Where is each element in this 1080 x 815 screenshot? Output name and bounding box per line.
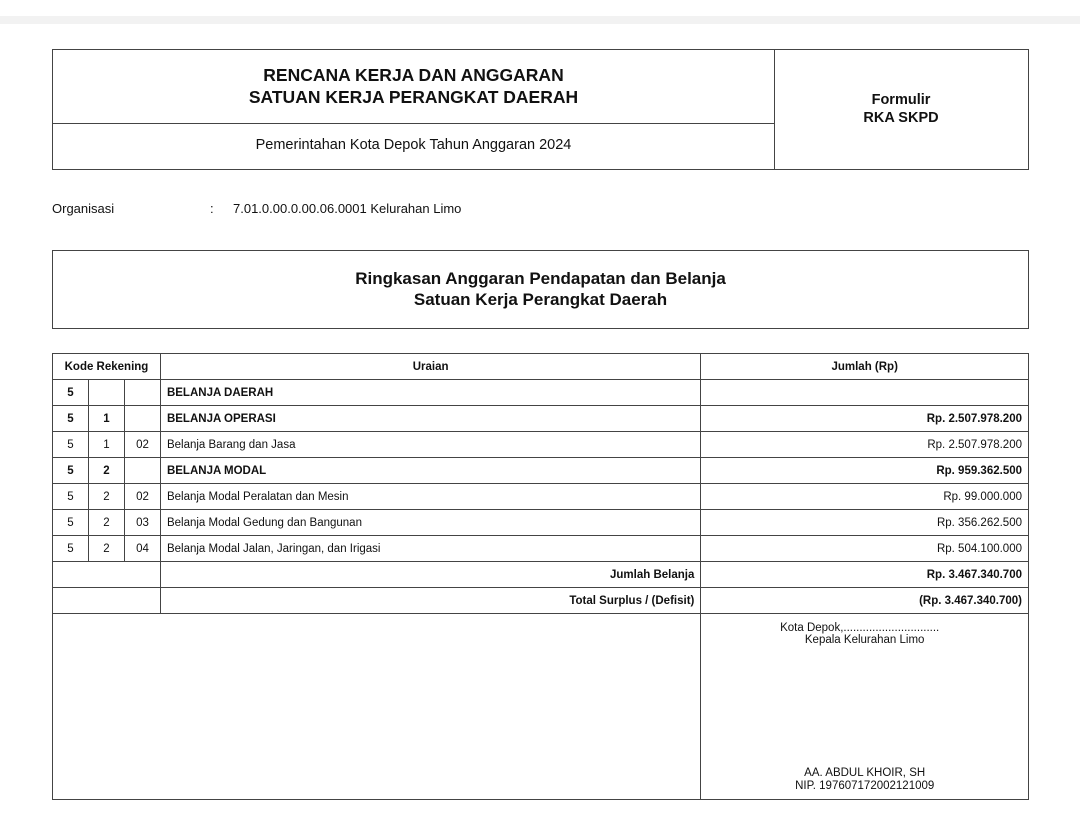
kode-3: [124, 458, 160, 484]
kode-2: 1: [88, 406, 124, 432]
title-line-2: SATUAN KERJA PERANGKAT DAERAH: [248, 87, 579, 107]
budget-table: [52, 353, 1029, 800]
form-label: [774, 91, 1028, 127]
table-row: [53, 380, 1029, 406]
summary-line-2: Satuan Kerja Perangkat Daerah: [413, 290, 668, 309]
form-line-1: Formulir: [871, 92, 931, 108]
table-row: [53, 432, 1029, 458]
surplus-value: (Rp. 3.467.340.700): [701, 588, 1029, 614]
total-row: [53, 562, 1029, 588]
divider: [53, 123, 774, 124]
header-kode: Kode Rekening: [53, 354, 161, 380]
surplus-label: Total Surplus / (Defisit): [160, 588, 700, 614]
total-value: Rp. 3.467.340.700: [701, 562, 1029, 588]
kode-2: 1: [88, 432, 124, 458]
document-subtitle: Pemerintahan Kota Depok Tahun Anggaran 2024: [255, 137, 572, 153]
jumlah-cell: Rp. 99.000.000: [701, 484, 1029, 510]
kode-2: [88, 380, 124, 406]
kode-3: 04: [124, 536, 160, 562]
jumlah-cell: Rp. 959.362.500: [701, 458, 1029, 484]
viewer-top-bar: [0, 16, 1080, 24]
uraian-cell: BELANJA DAERAH: [160, 380, 700, 406]
signature-nip: NIP. 197607172002121009: [795, 780, 935, 792]
table-row: [53, 536, 1029, 562]
table-row: [53, 484, 1029, 510]
kode-2: 2: [88, 536, 124, 562]
org-value: 7.01.0.00.0.00.06.0001 Kelurahan Limo: [233, 201, 462, 216]
empty-cell: [53, 614, 701, 800]
table-row: [53, 406, 1029, 432]
signature-place: Kota Depok,..............................: [780, 622, 940, 634]
jumlah-cell: Rp. 2.507.978.200: [701, 432, 1029, 458]
kode-3: 02: [124, 432, 160, 458]
table-row: [53, 510, 1029, 536]
table-header-row: [53, 354, 1029, 380]
kode-1: 5: [53, 406, 89, 432]
kode-2: 2: [88, 458, 124, 484]
uraian-cell: BELANJA OPERASI: [160, 406, 700, 432]
kode-2: 2: [88, 510, 124, 536]
uraian-cell: Belanja Modal Jalan, Jaringan, dan Irigasi: [160, 536, 700, 562]
signature-block: [701, 614, 1029, 800]
kode-3: [124, 380, 160, 406]
kode-1: 5: [53, 458, 89, 484]
empty-cell: [53, 562, 161, 588]
uraian-cell: Belanja Modal Gedung dan Bangunan: [160, 510, 700, 536]
kode-1: 5: [53, 484, 89, 510]
summary-line-1: Ringkasan Anggaran Pendapatan dan Belanja: [355, 269, 726, 288]
kode-1: 5: [53, 380, 89, 406]
surplus-row: [53, 588, 1029, 614]
document-header: [52, 49, 1029, 170]
uraian-cell: BELANJA MODAL: [160, 458, 700, 484]
signature-name: AA. ABDUL KHOIR, SH: [804, 767, 926, 779]
total-label: Jumlah Belanja: [160, 562, 700, 588]
table-row: [53, 458, 1029, 484]
header-uraian: Uraian: [160, 354, 700, 380]
summary-title: [52, 250, 1029, 329]
signature-position: Kepala Kelurahan Limo: [804, 634, 925, 646]
empty-cell: [53, 588, 161, 614]
jumlah-cell: Rp. 504.100.000: [701, 536, 1029, 562]
jumlah-cell: Rp. 2.507.978.200: [701, 406, 1029, 432]
title-line-1: RENCANA KERJA DAN ANGGARAN: [263, 65, 564, 85]
signature-row: [53, 614, 1029, 800]
uraian-cell: Belanja Modal Peralatan dan Mesin: [160, 484, 700, 510]
kode-1: 5: [53, 432, 89, 458]
jumlah-cell: Rp. 356.262.500: [701, 510, 1029, 536]
kode-3: 02: [124, 484, 160, 510]
kode-3: [124, 406, 160, 432]
jumlah-cell: [701, 380, 1029, 406]
document-title: [53, 64, 774, 108]
kode-3: 03: [124, 510, 160, 536]
kode-1: 5: [53, 536, 89, 562]
header-jumlah: Jumlah (Rp): [701, 354, 1029, 380]
kode-1: 5: [53, 510, 89, 536]
uraian-cell: Belanja Barang dan Jasa: [160, 432, 700, 458]
org-label: Organisasi: [52, 201, 115, 216]
org-separator: :: [210, 201, 214, 216]
kode-2: 2: [88, 484, 124, 510]
form-line-2: RKA SKPD: [863, 110, 939, 126]
